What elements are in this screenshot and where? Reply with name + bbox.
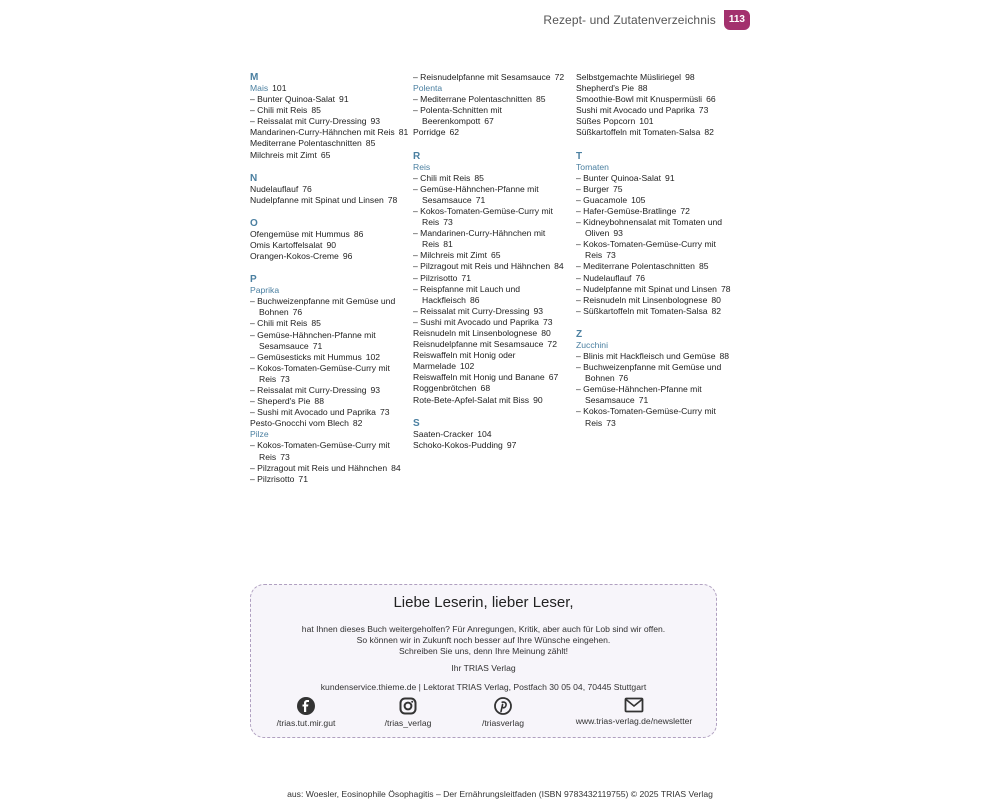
dash-marker: – <box>576 172 584 183</box>
dash-marker: – <box>413 272 421 283</box>
social-link-facebook[interactable] <box>271 697 341 728</box>
dash-marker: – <box>413 283 421 294</box>
index-entry <box>576 406 736 428</box>
reader-feedback-box <box>250 584 717 738</box>
index-page-number: 76 <box>292 307 303 318</box>
index-entry <box>250 195 410 206</box>
index-entry-text: Nudelpfanne mit Spinat und Linsen <box>250 194 384 205</box>
reader-box-signature: Ihr TRIAS Verlag <box>451 662 516 673</box>
dash-marker: – <box>576 305 584 316</box>
index-page-number: 71 <box>298 473 308 484</box>
index-entry <box>413 284 573 306</box>
index-page-number: 93 <box>370 384 381 395</box>
dash-marker: – <box>413 105 421 116</box>
index-entry <box>413 228 573 250</box>
index-entry-text: Kokos-Tomaten-Gemüse-Curry mit Reis <box>583 406 716 428</box>
index-page-number: 72 <box>547 339 557 350</box>
index-entry-text: Reissalat mit Curry-Dressing <box>420 305 530 316</box>
dash-marker: – <box>413 183 421 194</box>
index-entry-text: Reisnudelpfanne mit Sesamsauce <box>413 339 544 350</box>
index-entry-text: Reissalat mit Curry-Dressing <box>257 116 367 127</box>
index-entry-text: Selbstgemachte Müsliriegel <box>576 72 682 82</box>
index-page-number: 73 <box>379 407 390 418</box>
index-page-number: 73 <box>606 250 616 261</box>
index-page-number: 82 <box>711 305 722 316</box>
index-entry-text: Süßes Popcorn <box>576 116 636 127</box>
index-page-number: 90 <box>326 239 337 250</box>
index-entry-text: Shepherd's Pie <box>576 83 635 94</box>
index-entry <box>576 72 736 83</box>
index-page-number: 96 <box>342 251 353 262</box>
index-page-number: 88 <box>638 83 648 94</box>
index-page-number: 102 <box>365 351 381 362</box>
index-page-number: 78 <box>720 283 731 294</box>
index-entry <box>250 407 410 418</box>
dash-marker: – <box>576 183 584 194</box>
index-entry-text: Pilzrisotto <box>420 272 458 283</box>
index-entry <box>576 116 736 127</box>
index-entry-text: Chili mit Reis <box>257 318 308 329</box>
dash-marker: – <box>576 272 584 283</box>
index-page-number: 93 <box>533 305 544 316</box>
index-entry <box>413 339 573 350</box>
index-entry <box>413 72 573 83</box>
index-ingredient-heading <box>413 83 573 94</box>
index-entry <box>576 362 736 384</box>
index-entry <box>576 206 736 217</box>
index-entry <box>413 429 573 440</box>
index-entry <box>250 385 410 396</box>
index-entry-text: Sushi mit Avocado und Paprika <box>257 407 376 418</box>
index-entry-text: Pilzragout mit Reis und Hähnchen <box>257 462 388 473</box>
social-link-instagram[interactable] <box>378 697 438 728</box>
index-page-number: 62 <box>449 127 460 138</box>
dash-marker: – <box>250 396 258 407</box>
index-entry-text: Pesto-Gnocchi vom Blech <box>250 418 349 429</box>
index-entry-text: Burger <box>583 183 609 194</box>
index-entry <box>413 184 573 206</box>
index-entry-text: Reis <box>413 161 431 172</box>
index-entry <box>413 383 573 394</box>
index-entry-text: Blinis mit Hackfleisch und Gemüse <box>583 350 716 361</box>
dash-marker: – <box>576 294 584 305</box>
index-entry-text: Kokos-Tomaten-Gemüse-Curry mit Reis <box>420 205 553 228</box>
index-entry <box>576 306 736 317</box>
social-link-label: www.trias-verlag.de/newsletter <box>575 716 693 726</box>
dash-marker: – <box>413 94 421 105</box>
index-entry-text: Milchreis mit Zimt <box>250 149 317 160</box>
index-entry <box>250 127 410 138</box>
index-entry-text: Bunter Quinoa-Salat <box>257 94 336 105</box>
index-entry <box>576 384 736 406</box>
index-ingredient-heading <box>413 162 573 173</box>
index-entry-text: Gemüse-Hähnchen-Pfanne mit Sesamsauce <box>257 329 376 351</box>
index-page-number: 73 <box>542 316 553 327</box>
index-entry-text: Mais <box>250 83 269 93</box>
dash-marker: – <box>576 239 584 250</box>
index-entry-text: Mandarinen-Curry-Hähnchen mit Reis <box>420 228 546 250</box>
index-entry <box>413 173 573 184</box>
pinterest-icon <box>494 697 512 715</box>
index-page-number: 80 <box>711 294 721 305</box>
index-entry-text: Nudelauflauf <box>250 183 299 194</box>
index-entry <box>250 318 410 329</box>
index-page-number: 65 <box>320 149 331 160</box>
dash-marker: – <box>413 305 421 316</box>
index-page-number: 85 <box>311 105 321 116</box>
index-page-number: 67 <box>484 116 494 127</box>
dash-marker: – <box>576 350 584 361</box>
page-number-badge: 113 <box>724 10 750 30</box>
index-entry <box>250 116 410 127</box>
dash-marker: – <box>413 261 421 272</box>
index-page-number: 67 <box>548 372 559 383</box>
dash-marker: – <box>576 194 584 205</box>
index-entry-text: Sheperd's Pie <box>257 396 311 407</box>
dash-marker: – <box>250 407 258 418</box>
index-page-number: 71 <box>312 340 323 351</box>
index-entry-text: Saaten-Cracker <box>413 428 474 439</box>
index-entry-text: Mediterrane Polentaschnitten <box>420 94 532 105</box>
index-entry <box>413 250 573 261</box>
index-entry-text: Reissalat mit Curry-Dressing <box>257 384 367 395</box>
index-column-3 <box>576 72 736 429</box>
index-page-number: 72 <box>554 72 565 82</box>
dash-marker: – <box>250 440 258 451</box>
index-page-number: 85 <box>311 318 321 329</box>
index-entry-text: Milchreis mit Zimt <box>420 250 488 261</box>
reader-box-line: hat Ihnen dieses Buch weitergeholfen? Für Anregungen, Kritik, aber auch für Lob sind wir offen. <box>301 624 666 634</box>
social-link-pinterest[interactable] <box>473 697 533 728</box>
index-entry <box>576 173 736 184</box>
index-page-number: 81 <box>443 239 453 250</box>
index-letter-heading: P <box>250 274 257 286</box>
dash-marker: – <box>250 296 258 307</box>
index-page-number: 81 <box>398 127 409 138</box>
index-entry <box>250 138 410 149</box>
index-entry <box>576 195 736 206</box>
index-entry <box>413 395 573 406</box>
index-entry-text: Hafer-Gemüse-Bratlinge <box>583 205 677 216</box>
index-entry <box>576 184 736 195</box>
index-page-number: 71 <box>461 272 471 283</box>
index-page-number: 76 <box>618 373 629 384</box>
dash-marker: – <box>250 462 258 473</box>
index-entry-text: Guacamole <box>583 194 628 205</box>
social-link-newsletter[interactable] <box>569 697 699 726</box>
dash-marker: – <box>250 362 258 373</box>
index-page-number: 85 <box>474 172 484 183</box>
index-entry-text: Mediterrane Polentaschnitten <box>250 138 362 149</box>
index-entry-text: Buchweizenpfanne mit Gemüse und Bohnen <box>583 362 722 384</box>
index-page-number: 73 <box>606 417 616 428</box>
index-column-2 <box>413 72 573 451</box>
index-entry <box>576 127 736 138</box>
index-letter-heading: M <box>250 72 259 83</box>
index-page-number: 73 <box>698 105 709 116</box>
dash-marker: – <box>413 72 421 82</box>
social-link-label: /trias_verlag <box>384 718 432 728</box>
index-entry-text: Sushi mit Avocado und Paprika <box>576 105 695 116</box>
index-page-number: 76 <box>635 272 645 283</box>
index-page-number: 102 <box>460 361 475 372</box>
index-entry <box>250 240 410 251</box>
index-page-number: 75 <box>612 183 623 194</box>
index-entry-text: Nudelauflauf <box>583 272 632 283</box>
index-entry <box>250 229 410 240</box>
source-footer: aus: Woesler, Eosinophile Ösophagitis – Der Ernährungsleitfaden (ISBN 9783432119755) © 2025 TRIAS Verlag <box>287 789 713 799</box>
index-entry <box>576 261 736 272</box>
index-entry-text: Reisnudeln mit Linsenbolognese <box>583 294 708 305</box>
index-entry-text: Pilzrisotto <box>257 473 295 484</box>
index-page-number: 73 <box>280 451 290 462</box>
index-entry-text: Rote-Bete-Apfel-Salat mit Biss <box>413 394 530 405</box>
index-page-number: 88 <box>719 350 730 361</box>
page-header <box>543 10 750 30</box>
index-page-number: 84 <box>554 261 564 272</box>
index-entry <box>413 127 573 138</box>
index-entry <box>413 440 573 451</box>
index-page-number: 78 <box>387 194 398 205</box>
index-page-number: 93 <box>370 116 381 127</box>
social-links <box>251 697 716 733</box>
index-entry <box>250 363 410 385</box>
index-entry-text: Reisnudelpfanne mit Sesamsauce <box>420 72 551 82</box>
dash-marker: – <box>413 172 421 183</box>
index-entry <box>250 352 410 363</box>
index-page-number: 73 <box>280 373 290 384</box>
dash-marker: – <box>413 316 421 327</box>
index-entry <box>413 317 573 328</box>
index-ingredient-heading <box>576 340 736 351</box>
index-entry-text: Reisnudeln mit Linsenbolognese <box>413 327 538 338</box>
index-page-number: 93 <box>613 228 623 239</box>
index-entry <box>250 440 410 462</box>
index-entry-text: Chili mit Reis <box>420 172 471 183</box>
index-entry-text: Mediterrane Polentaschnitten <box>583 261 695 272</box>
index-entry <box>576 273 736 284</box>
index-entry-text: Tomaten <box>576 161 609 172</box>
index-entry-text: Zucchini <box>576 339 608 350</box>
index-entry-text: Süßkartoffeln mit Tomaten-Salsa <box>576 127 701 138</box>
dash-marker: – <box>250 94 258 105</box>
index-entry <box>413 206 573 228</box>
index-page-number: 85 <box>698 261 709 272</box>
index-page-number: 68 <box>480 383 491 394</box>
index-page-number: 97 <box>506 439 517 450</box>
dash-marker: – <box>576 362 584 373</box>
index-entry <box>413 261 573 272</box>
index-entry-text: Schoko-Kokos-Pudding <box>413 439 503 450</box>
index-entry-text: Reispfanne mit Lauch und Hackfleisch <box>420 283 521 305</box>
index-entry-text: Porridge <box>413 127 446 138</box>
index-entry-text: Süßkartoffeln mit Tomaten-Salsa <box>583 305 708 316</box>
index-entry-text: Paprika <box>250 285 280 296</box>
index-entry <box>413 273 573 284</box>
dash-marker: – <box>576 217 584 228</box>
index-ingredient-heading <box>250 83 410 94</box>
index-entry <box>250 296 410 318</box>
index-ingredient-heading <box>250 285 410 296</box>
index-entry <box>576 295 736 306</box>
index-page-number: 101 <box>639 116 654 127</box>
index-page-number: 71 <box>475 194 486 205</box>
index-page-number: 88 <box>314 396 324 407</box>
index-page-number: 105 <box>631 194 646 205</box>
dash-marker: – <box>413 250 421 261</box>
index-letter-heading: Z <box>576 328 583 340</box>
dash-marker: – <box>250 105 258 116</box>
index-letter-heading: R <box>413 150 421 162</box>
instagram-icon <box>399 697 417 715</box>
reader-box-contact[interactable]: kundenservice.thieme.de | Lektorat TRIAS Verlag, Postfach 30 05 04, 70445 Stuttgart <box>320 681 647 692</box>
index-entry-text: Polenta-Schnitten mit Beerenkompott <box>420 105 502 127</box>
index-page-number: 84 <box>391 462 401 473</box>
index-entry <box>413 372 573 383</box>
index-page-number: 104 <box>477 428 492 439</box>
index-entry-text: Smoothie-Bowl mit Knuspermüsli <box>576 94 703 105</box>
index-entry <box>576 239 736 261</box>
index-entry <box>250 396 410 407</box>
index-entry-text: Nudelpfanne mit Spinat und Linsen <box>583 283 717 294</box>
index-page-number: 86 <box>353 228 364 239</box>
reader-box-line: Schreiben Sie uns, denn Ihre Meinung zählt! <box>398 646 569 657</box>
index-page-number: 85 <box>535 94 546 105</box>
reader-box-line: So können wir in Zukunft noch besser auf Ihre Wünsche eingehen. <box>356 635 611 646</box>
index-page-number: 65 <box>491 250 501 261</box>
index-entry <box>576 105 736 116</box>
index-page-number: 80 <box>541 327 551 338</box>
dash-marker: – <box>250 329 258 340</box>
mail-icon <box>624 697 644 713</box>
dash-marker: – <box>413 205 421 216</box>
index-page-number: 66 <box>706 94 716 105</box>
index-entry-text: Kokos-Tomaten-Gemüse-Curry mit Reis <box>583 239 716 261</box>
index-ingredient-heading <box>576 162 736 173</box>
index-entry-text: Reiswaffeln mit Honig oder Marmelade <box>413 350 516 372</box>
index-page-number: 76 <box>302 183 312 194</box>
index-entry-text: Bunter Quinoa-Salat <box>583 172 662 183</box>
index-entry <box>250 105 410 116</box>
index-entry <box>413 105 573 127</box>
index-entry <box>250 463 410 474</box>
index-letter-heading: O <box>250 217 258 229</box>
index-entry-text: Buchweizenpfanne mit Gemüse und Bohnen <box>257 296 396 318</box>
index-letter-heading: T <box>576 150 583 162</box>
index-page-number: 71 <box>638 395 649 406</box>
dash-marker: – <box>576 261 584 272</box>
dash-marker: – <box>576 205 584 216</box>
index-entry-text: Gemüse-Hähnchen-Pfanne mit Sesamsauce <box>583 384 702 406</box>
index-letter-heading: N <box>250 172 258 184</box>
index-entry-text: Sushi mit Avocado und Paprika <box>420 316 539 327</box>
index-entry-text: Omis Kartoffelsalat <box>250 239 323 250</box>
index-entry <box>250 251 410 262</box>
index-entry-text: Ofengemüse mit Hummus <box>250 228 350 239</box>
reader-box-title: Liebe Leserin, lieber Leser, <box>393 594 574 611</box>
index-letter-heading: S <box>413 417 420 429</box>
index-page-number: 82 <box>704 127 714 138</box>
index-entry-text: Gemüsesticks mit Hummus <box>257 351 362 362</box>
dash-marker: – <box>250 116 258 127</box>
index-column-1 <box>250 72 410 485</box>
index-page-number: 72 <box>680 205 690 216</box>
dash-marker: – <box>576 384 584 395</box>
index-entry-text: Reiswaffeln mit Honig und Banane <box>413 372 545 383</box>
index-page-number: 73 <box>443 217 453 228</box>
index-page-number: 98 <box>685 72 695 82</box>
index-entry <box>413 306 573 317</box>
index-entry <box>576 94 736 105</box>
index-entry-text: Pilzragout mit Reis und Hähnchen <box>420 261 551 272</box>
dash-marker: – <box>576 283 584 294</box>
section-title: Rezept- und Zutatenverzeichnis <box>543 13 716 27</box>
index-entry <box>250 150 410 161</box>
index-entry <box>250 474 410 485</box>
index-page-number: 82 <box>352 418 363 429</box>
index-entry <box>250 184 410 195</box>
index-entry <box>576 284 736 295</box>
index-entry-text: Mandarinen-Curry-Hähnchen mit Reis <box>250 127 395 138</box>
dash-marker: – <box>250 318 258 329</box>
index-page-number: 86 <box>469 294 480 305</box>
index-page-number: 91 <box>339 94 349 105</box>
index-entry <box>576 351 736 362</box>
reader-box-text <box>251 624 716 658</box>
dash-marker: – <box>250 351 258 362</box>
index-entry <box>413 350 573 372</box>
index-entry-text: Chili mit Reis <box>257 105 308 116</box>
index-entry <box>413 94 573 105</box>
index-entry-text: Pilze <box>250 429 269 440</box>
dash-marker: – <box>576 406 584 417</box>
index-entry-text: Gemüse-Hähnchen-Pfanne mit Sesamsauce <box>420 183 539 205</box>
index-entry-text: Kokos-Tomaten-Gemüse-Curry mit Reis <box>257 440 390 462</box>
index-entry-text: Polenta <box>413 83 443 94</box>
facebook-icon <box>297 697 315 715</box>
index-entry <box>576 83 736 94</box>
index-entry-text: Orangen-Kokos-Creme <box>250 251 339 262</box>
index-page-number: 101 <box>272 83 287 93</box>
social-link-label: /trias.tut.mir.gut <box>276 718 336 728</box>
index-entry <box>250 418 410 429</box>
index-entry-text: Kokos-Tomaten-Gemüse-Curry mit Reis <box>257 362 390 384</box>
index-page-number: 90 <box>533 394 543 405</box>
index-entry-text: Roggenbrötchen <box>413 383 477 394</box>
index-entry-text: Kidneybohnensalat mit Tomaten und Oliven <box>583 217 723 239</box>
dash-marker: – <box>250 473 258 484</box>
index-page-number: 91 <box>665 172 675 183</box>
dash-marker: – <box>250 384 258 395</box>
index-page-number: 85 <box>365 138 376 149</box>
social-link-label: /triasverlag <box>481 718 525 728</box>
index-ingredient-heading <box>250 429 410 440</box>
index-entry <box>576 217 736 239</box>
index-entry <box>250 330 410 352</box>
index-entry <box>413 328 573 339</box>
index-entry <box>250 94 410 105</box>
dash-marker: – <box>413 228 421 239</box>
